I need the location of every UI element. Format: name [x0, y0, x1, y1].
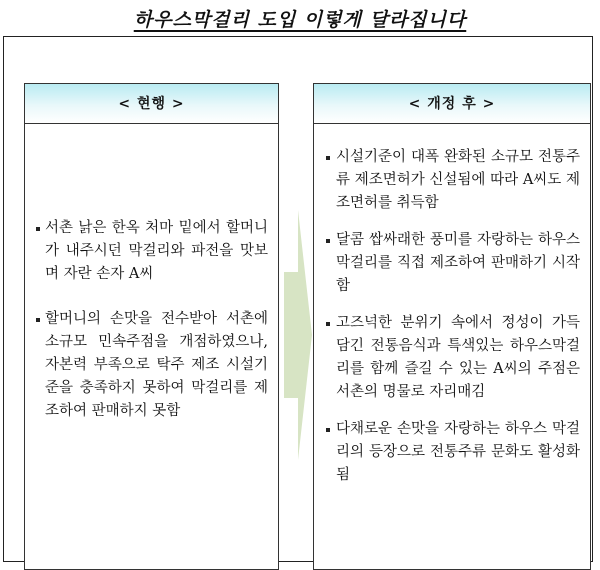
- current-items: [25, 217, 278, 445]
- list-item: [314, 229, 590, 298]
- bullet-icon: [36, 318, 40, 322]
- list-item: [314, 312, 590, 404]
- bullet-icon: [36, 227, 40, 231]
- item-text: 다채로운 손맛을 자랑하는 하우스 막걸리의 등장으로 전통주류 문화도 활성화됨: [336, 421, 580, 483]
- bullet-icon: [326, 428, 330, 432]
- list-item: [314, 418, 590, 487]
- page-title: 하우스막걸리 도입 이렇게 달라집니다: [133, 9, 467, 31]
- revised-panel: [313, 83, 591, 570]
- list-item: [25, 217, 278, 286]
- item-text: 시설기준이 대폭 완화된 소규모 전통주류 제조면허가 신설됨에 따라 A씨도 제조면허를 취득함: [336, 149, 580, 211]
- revised-items: [314, 146, 590, 501]
- revised-panel-header: < 개정 후 >: [314, 84, 590, 124]
- item-text: 서촌 낡은 한옥 처마 밑에서 할머니가 내주시던 막걸리와 파전을 맛보며 자란 손자 A씨: [45, 220, 268, 282]
- item-text: 달콤 쌉싸래한 풍미를 자랑하는 하우스막걸리를 직접 제조하여 판매하기 시작함: [336, 232, 580, 294]
- bullet-icon: [326, 239, 330, 243]
- current-panel: [24, 83, 279, 570]
- item-text: 고즈넉한 분위기 속에서 정성이 가득 담긴 전통음식과 특색있는 하우스막걸리를 함께 즐길 수 있는 A씨의 주점은 서촌의 명물로 자리매김: [336, 315, 580, 400]
- bullet-icon: [326, 322, 330, 326]
- item-text: 할머니의 손맛을 전수받아 서촌에 소규모 민속주점을 개점하였으나, 자본력 부족으로 탁주 제조 시설기준을 충족하지 못하여 막걸리를 제조하여 판매하지 못함: [45, 311, 268, 419]
- current-panel-header: < 현행 >: [25, 84, 278, 124]
- list-item: [25, 308, 278, 423]
- list-item: [314, 146, 590, 215]
- comparison-frame: [3, 36, 593, 562]
- right-arrow-icon: [284, 210, 312, 460]
- bullet-icon: [326, 156, 330, 160]
